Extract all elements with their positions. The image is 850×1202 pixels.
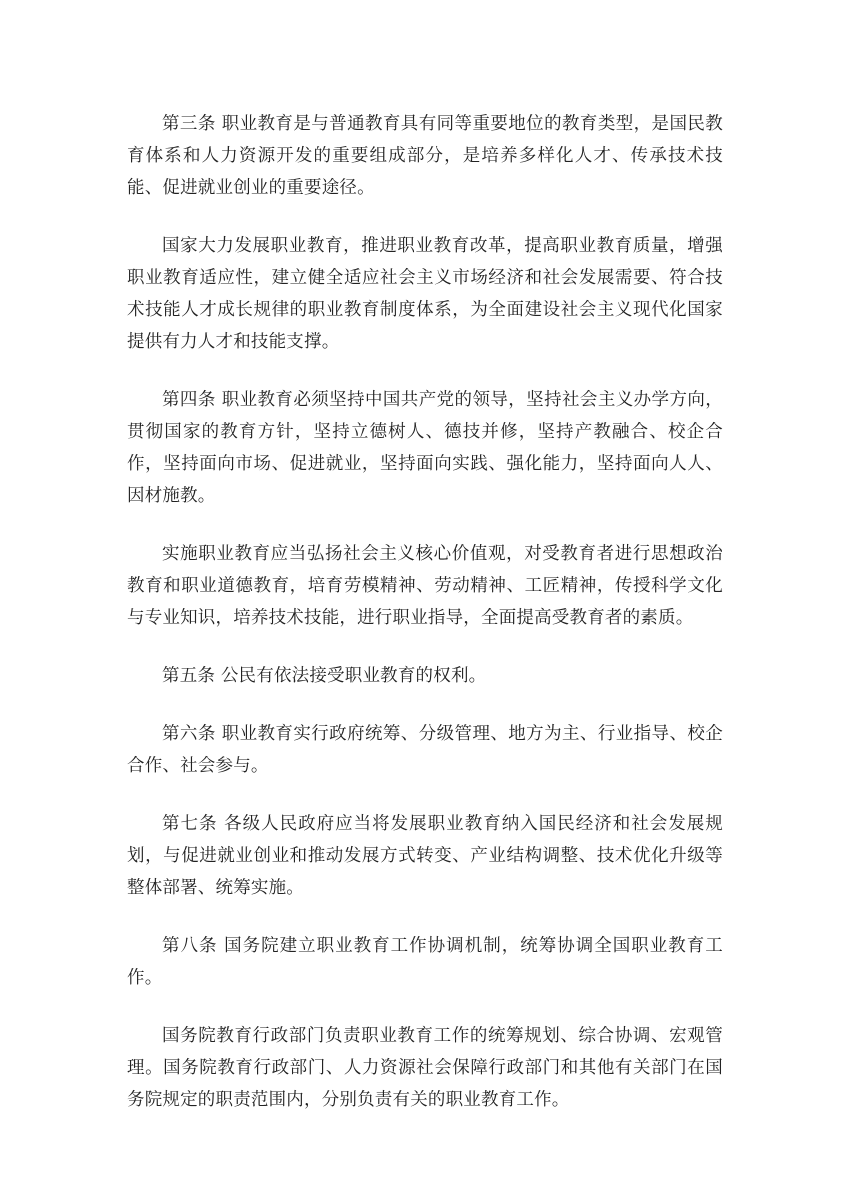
document-body [127,108,723,1142]
paragraph-article-7: 第七条 各级人民政府应当将发展职业教育纳入国民经济和社会发展规划，与促进就业创业和推动发展方式转变、产业结构调整、技术优化升级等整体部署、统筹实施。 [127,814,723,898]
paragraph-article-8: 第八条 国务院建立职业教育工作协调机制，统筹协调全国职业教育工作。 [127,936,723,988]
paragraph-article-3-cont: 国家大力发展职业教育，推进职业教育改革，提高职业教育质量，增强职业教育适应性，建立健全适应社会主义市场经济和社会发展需要、符合技术技能人才成长规律的职业教育制度体系，为全面建设社会主义现代化国家提供有力人才和技能支撑。 [127,236,723,352]
paragraph-article-6: 第六条 职业教育实行政府统筹、分级管理、地方为主、行业指导、校企合作、社会参与。 [127,724,723,776]
paragraph-article-4: 第四条 职业教育必须坚持中国共产党的领导，坚持社会主义办学方向，贯彻国家的教育方针，坚持立德树人、德技并修，坚持产教融合、校企合作，坚持面向市场、促进就业，坚持面向实践、强化能力，坚持面向人人、因材施教。 [127,390,723,506]
paragraph-article-3: 第三条 职业教育是与普通教育具有同等重要地位的教育类型，是国民教育体系和人力资源开发的重要组成部分，是培养多样化人才、传承技术技能、促进就业创业的重要途径。 [127,114,723,198]
paragraph-article-8-cont: 国务院教育行政部门负责职业教育工作的统筹规划、综合协调、宏观管理。国务院教育行政部门、人力资源社会保障行政部门和其他有关部门在国务院规定的职责范围内，分别负责有关的职业教育工作。 [127,1026,723,1110]
paragraph-article-4-cont: 实施职业教育应当弘扬社会主义核心价值观，对受教育者进行思想政治教育和职业道德教育，培育劳模精神、劳动精神、工匠精神，传授科学文化与专业知识，培养技术技能，进行职业指导，全面提高受教育者的素质。 [127,544,723,628]
paragraph-article-5: 第五条 公民有依法接受职业教育的权利。 [162,666,487,686]
